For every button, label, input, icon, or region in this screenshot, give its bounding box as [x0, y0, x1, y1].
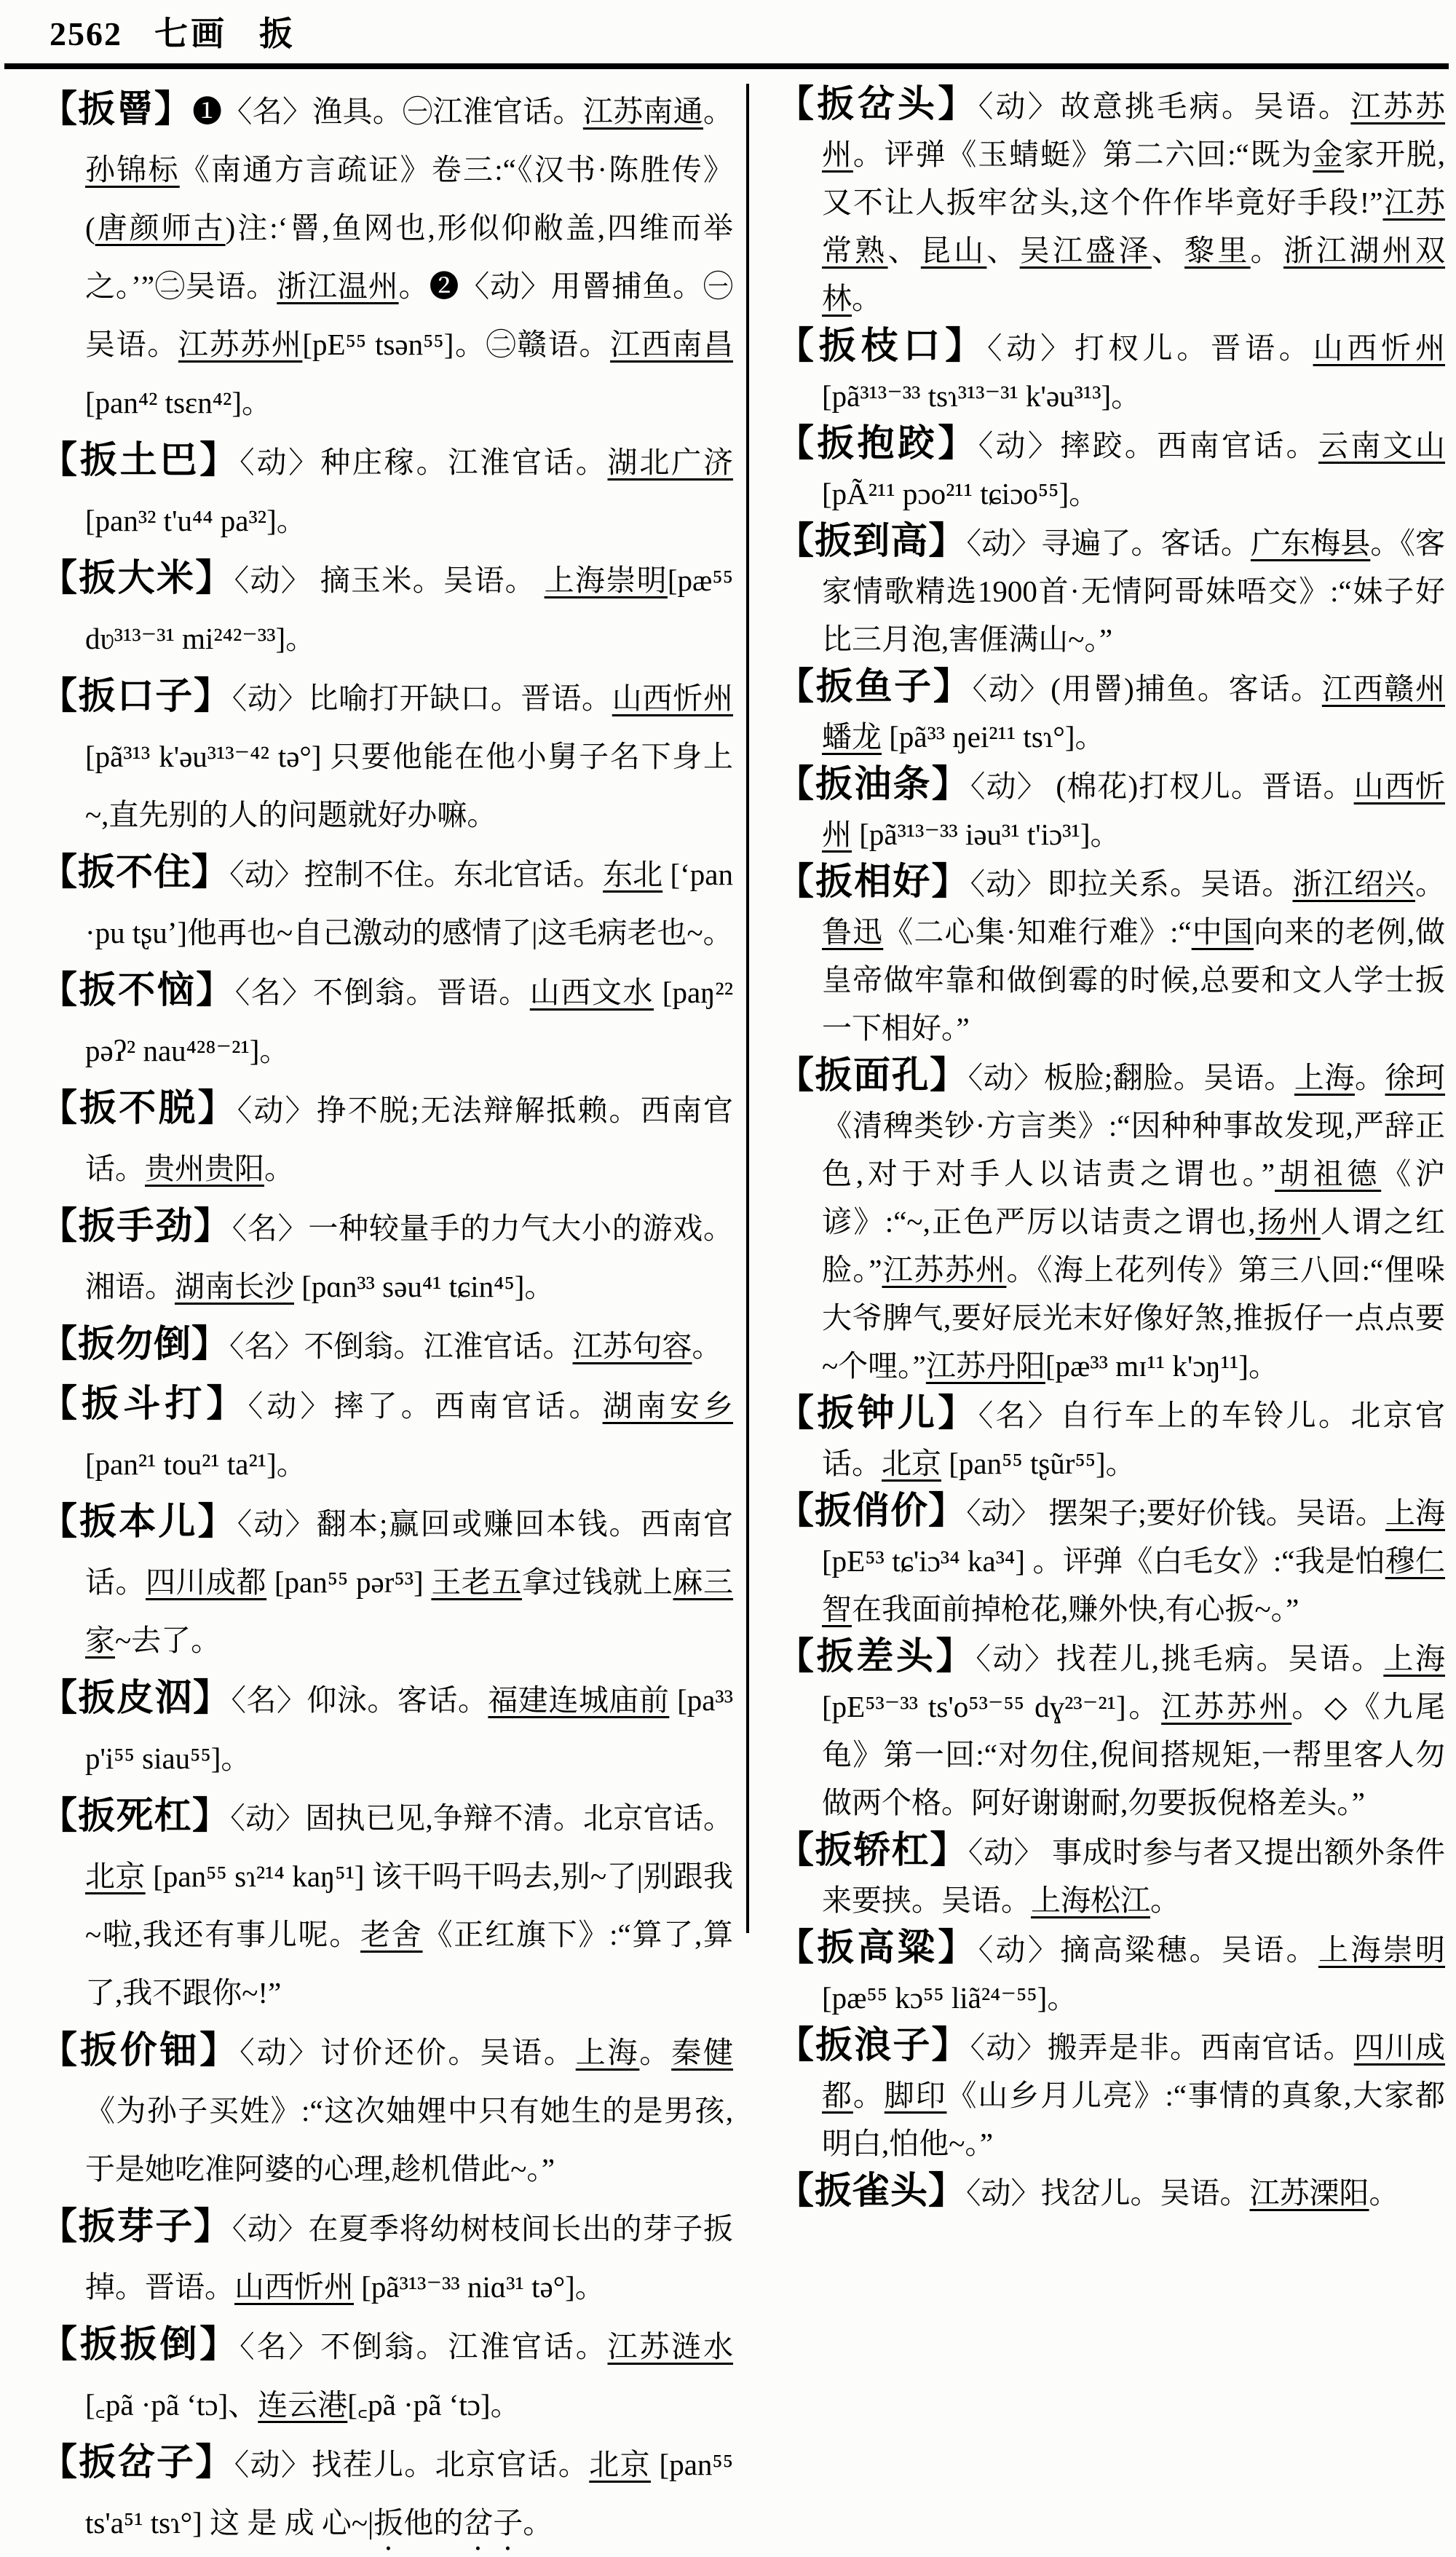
proper-noun: 山西忻州: [822, 769, 1445, 851]
entry-text: 〈动〉摔了。西南官话。: [248, 1388, 603, 1423]
proper-noun: 江西南昌: [610, 327, 734, 361]
entry-headword: 【扳大米】: [40, 558, 234, 599]
proper-noun: 上海: [1383, 1641, 1445, 1675]
entry-text: 《沪谚》:“~,正色严厉以诘责之谓也,: [822, 1156, 1446, 1238]
entry-text: [pã³³ ŋei²¹¹ tsɿ°]。: [882, 719, 1105, 754]
proper-noun: 浙江温州: [277, 269, 399, 303]
entry-text: 、: [986, 233, 1020, 267]
entry-text: 。❷〈动〉用罾捕鱼。㊀吴语。: [85, 269, 734, 361]
entry-headword: 【扳土巴】: [40, 440, 240, 481]
proper-noun: 四川成都: [822, 2030, 1445, 2112]
proper-noun: 东北: [603, 857, 663, 891]
proper-noun: 连云港: [258, 2387, 348, 2422]
entry-text: [pã³¹³⁻³³ tsɿ³¹³⁻³¹ k'əu³¹³]。: [822, 379, 1142, 413]
entry-text: 〈动〉 摆架子;要好价钱。吴语。: [966, 1495, 1385, 1530]
entry-text: 〈动〉摔跤。西南官话。: [978, 428, 1318, 462]
entry-headword: 【扳手劲】: [40, 1206, 232, 1247]
column-divider: [746, 84, 749, 1933]
proper-noun: 浙江湖州双林: [822, 233, 1446, 315]
entry-text: 〈动〉寻遍了。客话。: [966, 526, 1251, 560]
entry-headword: 【扳扳倒】: [40, 2324, 240, 2366]
entry-text: [pa³³ p'i⁵⁵ siau⁵⁵]。: [85, 1683, 734, 1775]
entry-headword: 【扳鱼子】: [777, 666, 973, 708]
entry-headword: 【扳抱跤】: [777, 423, 978, 465]
dictionary-entry: [777, 420, 1445, 518]
entry-text: [pan²¹ tou²¹ ta²¹]。: [85, 1447, 306, 1481]
emphasized-text: 扳: [373, 2505, 404, 2540]
entry-text: [pE⁵⁵ tsən⁵⁵]。㊁赣语。: [302, 327, 611, 361]
proper-noun: 四川成都: [146, 1565, 267, 1599]
entry-text: 〈动〉找岔儿。吴语。: [966, 2175, 1250, 2210]
entry-text: [pã³¹³⁻³³ niɑ³¹ tə°]。: [354, 2269, 605, 2304]
entry-text: 。评弹《玉蜻蜓》第二六回:“既为: [852, 137, 1313, 171]
entry-text: 〈动〉 事成时参与者又提出额外条件来要挟。吴语。: [822, 1835, 1445, 1917]
proper-noun: 徐珂: [1385, 1060, 1446, 1094]
proper-noun: 胡祖德: [1275, 1156, 1382, 1190]
entry-headword: 【扳高粱】: [777, 1927, 978, 1969]
entry-text: 《南通方言疏证》卷三:“《汉书·陈胜传》(: [85, 152, 733, 245]
entry-text: 〈名〉自行车上的车铃儿。北京官话。: [822, 1398, 1445, 1480]
entry-text: 〈名〉一种较量手的力气大小的游戏。湘语。: [85, 1211, 733, 1303]
proper-noun: 穆仁智: [822, 1544, 1446, 1626]
entry-text: 。◇《九尾龟》第一回:“对勿住,倪间搭规矩,一帮里客人勿做两个格。阿好谢谢耐,勿要扳倪格差头。”: [822, 1689, 1446, 1819]
entry-text: 《二心集·知难行难》:“: [883, 914, 1192, 949]
entry-headword: 【扳不住】: [40, 852, 230, 893]
proper-noun: 上海: [1385, 1495, 1446, 1530]
entry-headword: 【扳本儿】: [40, 1501, 237, 1543]
entry-text: 〈动〉挣不脱;无法辩解抵赖。西南官话。: [85, 1093, 733, 1185]
proper-noun: 麻三家: [85, 1565, 734, 1657]
proper-noun: 贵州贵阳: [145, 1151, 264, 1185]
dictionary-entry: [40, 81, 733, 432]
proper-noun: 江苏苏州: [1161, 1689, 1292, 1723]
entry-text: 〈名〉不倒翁。江淮官话。: [240, 2329, 608, 2363]
entry-text: [pan⁴² tsɛn⁴²]。: [85, 385, 272, 419]
entry-text: 。: [264, 1151, 294, 1185]
entry-text: 〈动〉找茬儿,挑毛病。吴语。: [976, 1641, 1384, 1675]
entry-text: 。: [852, 2078, 885, 2112]
entry-headword: 【扳枝口】: [777, 325, 988, 367]
left-column: [40, 81, 734, 2540]
proper-noun: 江苏丹阳: [925, 1348, 1045, 1383]
proper-noun: 扬州: [1255, 1204, 1321, 1238]
dictionary-entry: [40, 1198, 733, 1316]
entry-text: 。《海上花列传》第三八回:“俚哚大爷脾气,要好辰光末好像好煞,推扳仔一点点要~个哩。”: [822, 1252, 1445, 1383]
entry-text: [pan⁵⁵ ts'a⁵¹ tsɿ°] 这 是 成 心~|: [85, 2447, 733, 2540]
dictionary-entry: [40, 2198, 733, 2316]
entry-headword: 【扳勿倒】: [40, 1324, 230, 1365]
proper-noun: 上海: [1294, 1060, 1355, 1094]
dictionary-entry: [40, 2434, 733, 2557]
proper-noun: 昆山: [920, 233, 987, 267]
entry-text: 他的: [403, 2505, 464, 2540]
entry-headword: 【扳俏价】: [777, 1490, 967, 1532]
entry-text: [pan⁵⁵ tʂũr⁵⁵]。: [941, 1446, 1136, 1480]
proper-noun: 江苏句容: [572, 1329, 692, 1363]
dictionary-entry: [40, 2316, 733, 2434]
entry-headword: 【扳死杠】: [40, 1795, 231, 1837]
entry-text: 家开脱,又不让人扳牢岔头,这个仵作毕竟好手段!”: [822, 137, 1446, 219]
entry-text: 。《客家情歌精选1900首·无情阿哥妹唔交》:“妹子好比三月泡,害𠊎满山~。”: [822, 526, 1446, 656]
entry-text: [pã³¹³ k'əu³¹³⁻⁴² tə°] 只要他能在他小舅子名下身上~,直先别的人的问题就好办嘛。: [85, 739, 733, 831]
entry-text: 〈动〉 (棉花)打杈儿。晋语。: [970, 769, 1354, 803]
dictionary-entry: [777, 663, 1445, 761]
entry-text: 《山乡月儿亮》:“事情的真象,大家都明白,怕他~。”: [822, 2078, 1445, 2160]
dictionary-entry: [777, 761, 1445, 858]
entry-headword: 【扳轿杠】: [777, 1830, 968, 1871]
proper-noun: 唐颜师古: [95, 210, 226, 245]
entry-headword: 【扳斗打】: [40, 1383, 248, 1425]
dictionary-entry: [777, 1633, 1445, 1827]
entry-text: [ʻpan ·pu tʂuʼ]他再也~自己激动的感情了|这毛病老也~。: [85, 857, 733, 949]
entry-text: 。: [1150, 1883, 1180, 1917]
proper-noun: 脚印: [884, 2078, 947, 2112]
entry-headword: 【扳芽子】: [40, 2206, 232, 2248]
entry-text: [pæ⁵⁵ dʋ³¹³⁻³¹ mi²⁴²⁻³³]。: [85, 563, 733, 655]
entry-headword: 【扳雀头】: [777, 2170, 967, 2212]
entry-text: 〈动〉控制不住。东北官话。: [229, 857, 604, 891]
entry-text: 《清稗类钞·方言类》:“因种种事故发现,严辞正色,对于对手人以诘责之谓也。”: [822, 1108, 1445, 1190]
proper-noun: 江苏涟水: [607, 2329, 733, 2363]
entry-text: 〈动〉(用罾)捕鱼。客话。: [972, 671, 1322, 706]
proper-noun: 江苏南通: [582, 94, 703, 128]
proper-noun: 山西忻州: [234, 2269, 354, 2304]
dictionary-entry: [40, 432, 733, 550]
entry-text: [pE⁵³ tɕ'iɔ³⁴ ka³⁴] 。评弹《白毛女》:“我是怕: [822, 1544, 1385, 1578]
entry-headword: 【扳到高】: [777, 521, 967, 562]
dictionary-body: [0, 69, 1456, 2540]
proper-noun: 秦健: [671, 2035, 734, 2069]
dictionary-entry: [777, 518, 1445, 663]
entry-text: 〈动〉讨价还价。吴语。: [240, 2035, 576, 2069]
entry-headword: 【扳岔头】: [777, 84, 978, 125]
proper-noun: 黎里: [1184, 233, 1251, 267]
entry-text: 。: [639, 2035, 672, 2069]
proper-noun: 老舍: [360, 1917, 423, 1951]
dictionary-entry: [40, 2022, 733, 2198]
page-header: [0, 0, 1456, 56]
dictionary-entry: [40, 844, 733, 962]
entry-text: [꜀pã ·pã ʻtɔ]。: [347, 2387, 521, 2422]
entry-text: [pÃ²¹¹ pɔo²¹¹ tɕiɔo⁵⁵]。: [822, 476, 1099, 510]
proper-noun: 云南文山: [1318, 428, 1446, 462]
proper-noun: 江苏苏州: [822, 89, 1446, 171]
entry-text: ❶〈名〉渔具。㊀江淮官话。: [192, 94, 583, 128]
proper-noun: 孙锦标: [85, 152, 180, 186]
dictionary-entry: [777, 1390, 1445, 1487]
entry-text: 《为孙子买姓》:“这次妯娌中只有她生的是男孩,于是她吃准阿婆的心理,趁机借此~。”: [85, 2093, 733, 2186]
entry-text: 〈动〉在夏季将幼树枝间长出的芽子扳掉。晋语。: [85, 2211, 733, 2304]
proper-noun: 北京: [882, 1446, 941, 1480]
dictionary-entry: [40, 1669, 733, 1787]
proper-noun: 山西忻州: [1313, 331, 1445, 365]
proper-noun: 江西赣州蟠龙: [822, 671, 1445, 754]
entry-text: [pæ³³ mɪ¹¹ k'ɔŋ¹¹]。: [1045, 1348, 1278, 1383]
proper-noun: 湖北广济: [607, 445, 733, 479]
entry-text: [pɑn³³ səu⁴¹ tɕin⁴⁵]。: [294, 1269, 555, 1303]
dictionary-entry: [40, 1375, 733, 1493]
dictionary-entry: [777, 1487, 1445, 1633]
proper-noun: 北京: [85, 1859, 146, 1893]
entry-text: 。: [703, 94, 733, 128]
dictionary-entry: [777, 1827, 1445, 1924]
entry-headword: 【扳价钿】: [40, 2030, 240, 2071]
entry-headword: 【扳钟儿】: [777, 1393, 978, 1434]
dictionary-entry: [777, 323, 1445, 420]
entry-text: 人谓之红脸。”: [822, 1204, 1445, 1287]
proper-noun: 鲁迅: [822, 914, 884, 949]
entry-text: 〈动〉故意挑毛病。吴语。: [978, 89, 1351, 123]
entry-text: 〈动〉比喻打开缺口。晋语。: [232, 681, 612, 715]
entry-text: 、: [887, 233, 921, 267]
page-number: 2562: [50, 15, 122, 52]
entry-text: 〈动〉搬弄是非。西南官话。: [970, 2030, 1354, 2064]
entry-text: 。: [1354, 1060, 1385, 1094]
proper-noun: 湖南长沙: [175, 1269, 294, 1303]
entry-headword: 【扳口子】: [40, 676, 232, 717]
dictionary-entry: [40, 1316, 733, 1375]
dictionary-entry: [40, 1080, 733, 1198]
emphasized-text: 岔子: [463, 2505, 523, 2540]
proper-noun: 山西文水: [529, 975, 654, 1009]
entry-text: 。: [1415, 866, 1445, 901]
stroke-section-label: 七画: [154, 15, 227, 52]
entry-text: 〈动〉 摘玉米。吴语。: [234, 563, 545, 597]
header-rule: [4, 63, 1449, 69]
proper-noun: 广东梅县: [1250, 526, 1371, 560]
radical-char: 扳: [259, 15, 296, 52]
entry-text: 〈名〉不倒翁。晋语。: [234, 975, 530, 1009]
dictionary-entry: [40, 1787, 733, 2022]
proper-noun: 浙江绍兴: [1292, 866, 1415, 901]
entry-text: 〈动〉固执已见,争辩不清。北京官话。: [230, 1801, 733, 1835]
proper-noun: 王老五: [431, 1565, 522, 1599]
proper-noun: 江苏苏州: [882, 1252, 1007, 1287]
entry-text: 〈动〉即拉关系。吴语。: [970, 866, 1293, 901]
entry-headword: 【扳皮泅】: [40, 1677, 232, 1719]
dictionary-entry: [40, 962, 733, 1080]
proper-noun: 北京: [589, 2447, 651, 2481]
proper-noun: 福建连城庙前: [488, 1683, 670, 1717]
entry-text: 。: [1250, 233, 1283, 267]
entry-text: [pan⁵⁵ pər⁵³]: [266, 1565, 432, 1599]
entry-headword: 【扳不脱】: [40, 1088, 237, 1129]
entry-text: [pã³¹³⁻³³ iəu³¹ t'iɔ³¹]。: [852, 817, 1120, 851]
entry-headword: 【扳面孔】: [777, 1055, 968, 1096]
entry-text: 〈动〉找茬儿。北京官话。: [234, 2447, 590, 2481]
entry-text: 〈动〉种庄稼。江淮官话。: [240, 445, 608, 479]
dictionary-entry: [777, 81, 1445, 323]
right-column: [777, 81, 1446, 2212]
proper-noun: 上海松江: [1031, 1883, 1150, 1917]
entry-text: 。: [1369, 2175, 1399, 2210]
proper-noun: 吴江盛泽: [1019, 233, 1152, 267]
entry-text: 在我面前掉枪花,赚外快,有心扳~。”: [852, 1592, 1299, 1626]
entry-headword: 【扳岔子】: [40, 2442, 234, 2483]
entry-text: 向来的老例,做皇帝做牢靠和做倒霉的时候,总要和文人学士扳一下相好。”: [822, 914, 1446, 1045]
entry-text: )注:‘罾,鱼网也,形似仰敝盖,四维而举之。’”㊁吴语。: [85, 210, 734, 303]
entry-text: 《正红旗下》:“算了,算了,我不跟你~!”: [85, 1917, 733, 2009]
proper-noun: 上海崇明: [1318, 1932, 1446, 1967]
dictionary-entry: [40, 668, 733, 844]
proper-noun: 上海: [575, 2035, 640, 2069]
entry-text: ~去了。: [115, 1623, 221, 1657]
dictionary-entry: [777, 2022, 1445, 2167]
proper-noun: 江苏苏州: [178, 327, 303, 361]
entry-headword: 【扳差头】: [777, 1636, 976, 1677]
entry-text: 〈动〉打杈儿。晋语。: [987, 331, 1313, 365]
proper-noun: 山西忻州: [612, 681, 733, 715]
entry-headword: 【扳相好】: [777, 861, 970, 903]
entry-text: [pæ⁵⁵ kɔ⁵⁵ liã²⁴⁻⁵⁵]。: [822, 1980, 1077, 2015]
entry-headword: 【扳罾】: [40, 89, 193, 130]
entry-headword: 【扳不恼】: [40, 970, 235, 1011]
entry-text: 拿过钱就上: [521, 1565, 673, 1599]
entry-text: 〈动〉翻本;赢回或赚回本钱。西南官话。: [85, 1506, 733, 1599]
entry-text: [꜀pã ·pã ʻtɔ]、: [85, 2387, 258, 2422]
entry-text: [paŋ²² pəʔ² nau⁴²⁸⁻²¹]。: [85, 975, 733, 1067]
dictionary-entry: [777, 1924, 1445, 2022]
dictionary-entry: [40, 550, 733, 668]
entry-headword: 【扳油条】: [777, 764, 970, 805]
proper-noun: 湖南安乡: [602, 1388, 733, 1423]
proper-noun: 上海崇明: [544, 563, 668, 597]
entry-text: 。: [852, 281, 882, 315]
entry-text: 〈动〉板脸;翻脸。吴语。: [968, 1060, 1294, 1094]
proper-noun: 江苏溧阳: [1249, 2175, 1369, 2210]
proper-noun: 中国: [1191, 914, 1254, 949]
proper-noun: 江苏常熟: [822, 185, 1446, 267]
entry-text: 〈名〉仰泳。客话。: [231, 1683, 488, 1717]
dictionary-entry: [777, 2167, 1445, 2217]
entry-text: 〈动〉摘高粱穗。吴语。: [978, 1932, 1318, 1967]
entry-text: 、: [1151, 233, 1185, 267]
entry-text: 。: [692, 1329, 722, 1363]
entry-headword: 【扳浪子】: [777, 2025, 970, 2066]
entry-text: 〈名〉不倒翁。江淮官话。: [229, 1329, 573, 1363]
dictionary-entry: [40, 1493, 733, 1669]
dictionary-entry: [777, 1052, 1445, 1390]
entry-text: 。: [523, 2505, 553, 2540]
entry-text: [pan⁵⁵ sɿ²¹⁴ kaŋ⁵¹] 该干吗干吗去,别~了|别跟我~啦,我还有事儿呢。: [85, 1859, 734, 1951]
proper-noun: 金: [1313, 137, 1345, 171]
entry-text: [pan³² t'u⁴⁴ pa³²]。: [85, 503, 306, 537]
dictionary-entry: [777, 858, 1445, 1052]
entry-text: [pE⁵³⁻³³ ts'o⁵³⁻⁵⁵ dɣ²³⁻²¹]。: [822, 1689, 1162, 1723]
